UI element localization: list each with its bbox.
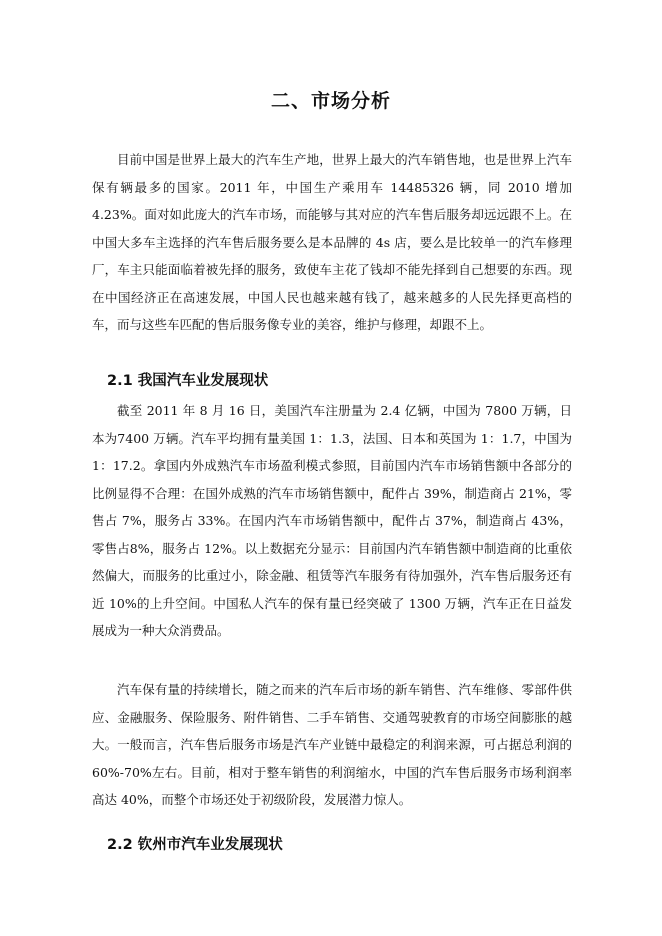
paragraph-aftermarket: 汽车保有量的持续增长，随之而来的汽车后市场的新车销售、汽车维修、零部件供应、金融服务、保险服务、附件销售、二手车销售、交通驾驶教育的市场空间膨胀的越大。一般而言，汽车售后服务市场是汽车产业链中最稳定的利润来源，可占据总利润的 60%-70%左右。目前，相对于整车销售的利润缩水，中国的汽车售后服务市场利润率高达 40%，而整个市场还处于初级阶段，发展潜力惊人。 xyxy=(92,682,572,807)
paragraph-domestic-status: 截至 2011 年 8 月 16 日，美国汽车注册量为 2.4 亿辆，中国为 7800 万辆，日本为7400 万辆。汽车平均拥有量美国 1：1.3，法国、日本和英国为 1：1.7，中国为1：17.2。拿国内外成熟汽车市场盈利模式参照，目前国内汽车市场销售额中各部分的比例显得不合理：在国外成熟的汽车市场销售额中，配件占 39%，制造商占 21%，零售占 7%，服务占 33%。在国内汽车市场销售额中，配件占 37%，制造商占 43%，零售占8%，服务占 12%。以上数据充分显示：目前国内汽车销售额中制造商的比重依然偏大，而服务的比重过小，除金融、租赁等汽车服务有待加强外，汽车售后服务还有近 10%的上升空间。中国私人汽车的保有量已经突破了 1300 万辆，汽车正在日益发展成为一种大众消费品。 xyxy=(92,403,572,638)
paragraph-market-overview: 目前中国是世界上最大的汽车生产地，世界上最大的汽车销售地，也是世界上汽车保有辆最多的国家。2011 年，中国生产乘用车 14485326 辆，同 2010 增加 4.23%。面对如此庞大的汽车市场，而能够与其对应的汽车售后服务却远远跟不上。在中国大多车主选择的汽车售后服务要么是本品牌的 4s 店，要么是比较单一的汽车修理厂，车主只能面临着被先择的服务，致使车主花了钱却不能先择到自己想要的东西。现在中国经济正在高速发展，中国人民也越来越有钱了，越来越多的人民先择更高档的车，而与这些车匹配的售后服务像专业的美容，维护与修理，却跟不上。 xyxy=(92,152,572,332)
section-heading-2-2: 2.2 钦州市汽车业发展现状 xyxy=(107,837,283,853)
page-title: 二、市场分析 xyxy=(270,90,391,112)
section-heading-2-1: 2.1 我国汽车业发展现状 xyxy=(107,373,269,389)
